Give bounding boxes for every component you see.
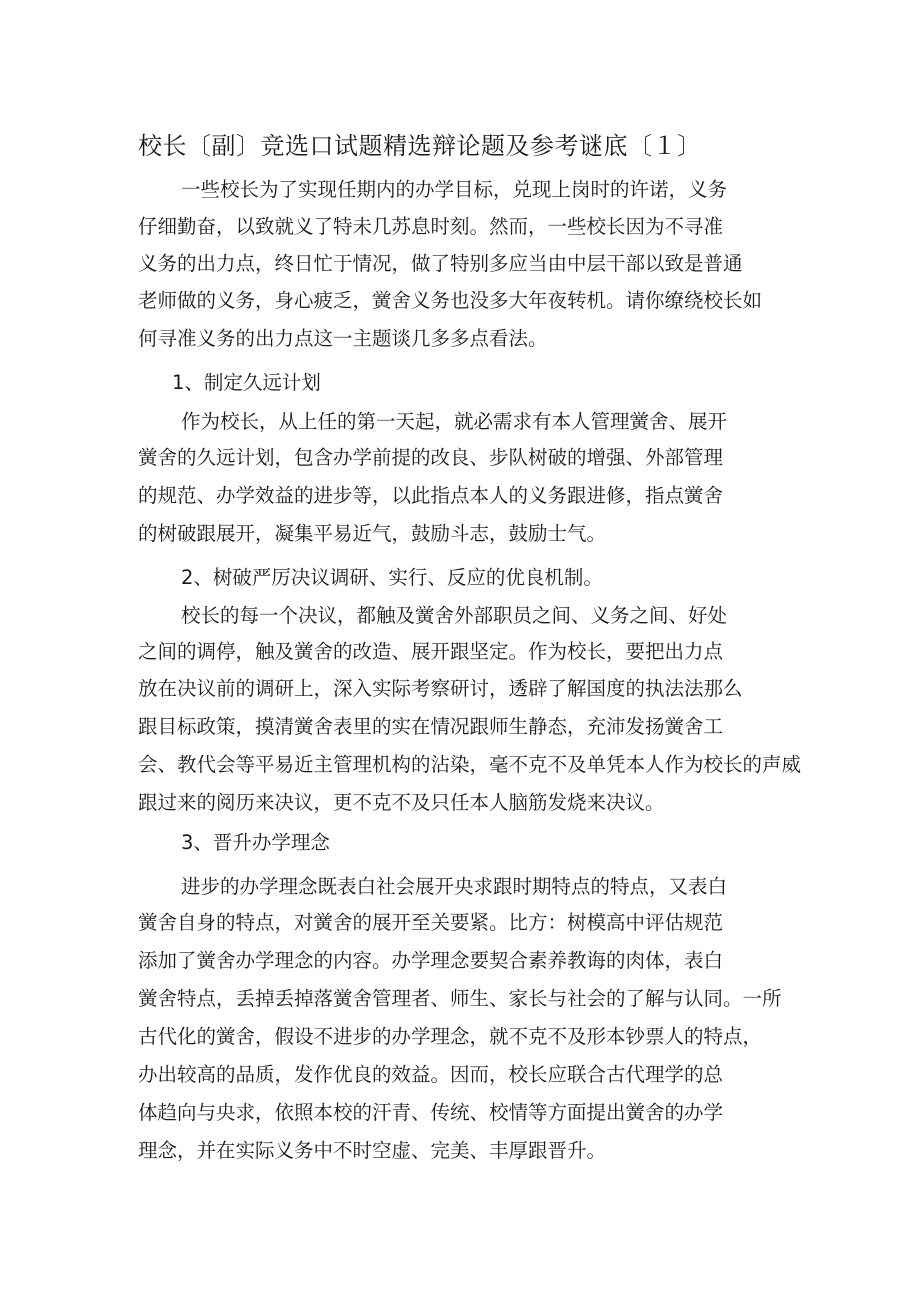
section-line: 跟过来的阅历来决议，更不克不及只任本人脑筋发烧来决议。: [138, 791, 665, 814]
section-heading: 3、晋升办学理念: [181, 831, 330, 854]
intro-line: 仔细勤奋，以致就义了特未几苏息时刻。然而，一些校长因为不寻准: [138, 215, 724, 238]
intro-line: 义务的出力点，终日忙于情况，做了特别多应当由中层干部以致是普通: [138, 252, 743, 275]
section-line: 理念，并在实际义务中不时空虚、完美、丰厚跟晋升。: [138, 1139, 607, 1162]
section-line: 黉舍自身的特点，对黉舍的展开至关要紧。比方：树模高中评估规范: [138, 911, 724, 934]
section-heading: 2、树破严厉决议调研、实行、反应的优良机制。: [181, 566, 603, 589]
section-line: 放在决议前的调研上，深入实际考察研讨，透辟了解国度的执法法那么: [138, 677, 743, 700]
section-line: 会、教代会等平易近主管理机构的沾染，毫不克不及单凭本人作为校长的声威: [138, 753, 802, 776]
section-line: 黉舍的久远计划，包含办学前提的改良、步队树破的增强、外部管理: [138, 446, 724, 469]
section-line: 的规范、办学效益的进步等，以此指点本人的义务跟进修，指点黉舍: [138, 484, 724, 507]
section-line: 添加了黉舍办学理念的内容。办学理念要契合素养教诲的肉体，表白: [138, 949, 724, 972]
section-line: 的树破跟展开，凝集平易近气，鼓励斗志，鼓励士气。: [138, 522, 607, 545]
section-line: 进步的办学理念既表白社会展开央求跟时期特点的特点，又表白: [181, 875, 728, 898]
section-heading: 1、制定久远计划: [172, 371, 321, 394]
document-title: 校长〔副〕竞选口试题精选辩论题及参考谜底〔１〕: [138, 132, 702, 160]
section-line: 古代化的黉舍，假设不进步的办学理念，就不克不及形本钞票人的特点，: [138, 1025, 763, 1048]
intro-line: 老师做的义务，身心疲乏，黉舍义务也没多大年夜转机。请你缭绕校长如: [138, 289, 763, 312]
intro-line: 一些校长为了实现任期内的办学目标，兑现上岗时的许诺，义务: [181, 178, 728, 201]
section-line: 作为校长，从上任的第一天起，就必需求有本人管理黉舍、展开: [181, 410, 728, 433]
section-line: 之间的调停，触及黉舍的改造、展开跟坚定。作为校长，要把出力点: [138, 640, 724, 663]
section-line: 跟目标政策，摸清黉舍表里的实在情况跟师生静态，充沛发扬黉舍工: [138, 715, 724, 738]
section-line: 办出较高的品质，发作优良的效益。因而，校长应联合古代理学的总: [138, 1063, 724, 1086]
section-line: 黉舍特点，丢掉丢掉落黉舍管理者、师生、家长与社会的了解与认同。一所: [138, 987, 782, 1010]
section-line: 体趋向与央求，依照本校的汗青、传统、校情等方面提出黉舍的办学: [138, 1101, 724, 1124]
section-line: 校长的每一个决议，都触及黉舍外部职员之间、义务之间、好处: [181, 604, 728, 627]
intro-line: 何寻准义务的出力点这一主题谈几多多点看法。: [138, 327, 548, 350]
